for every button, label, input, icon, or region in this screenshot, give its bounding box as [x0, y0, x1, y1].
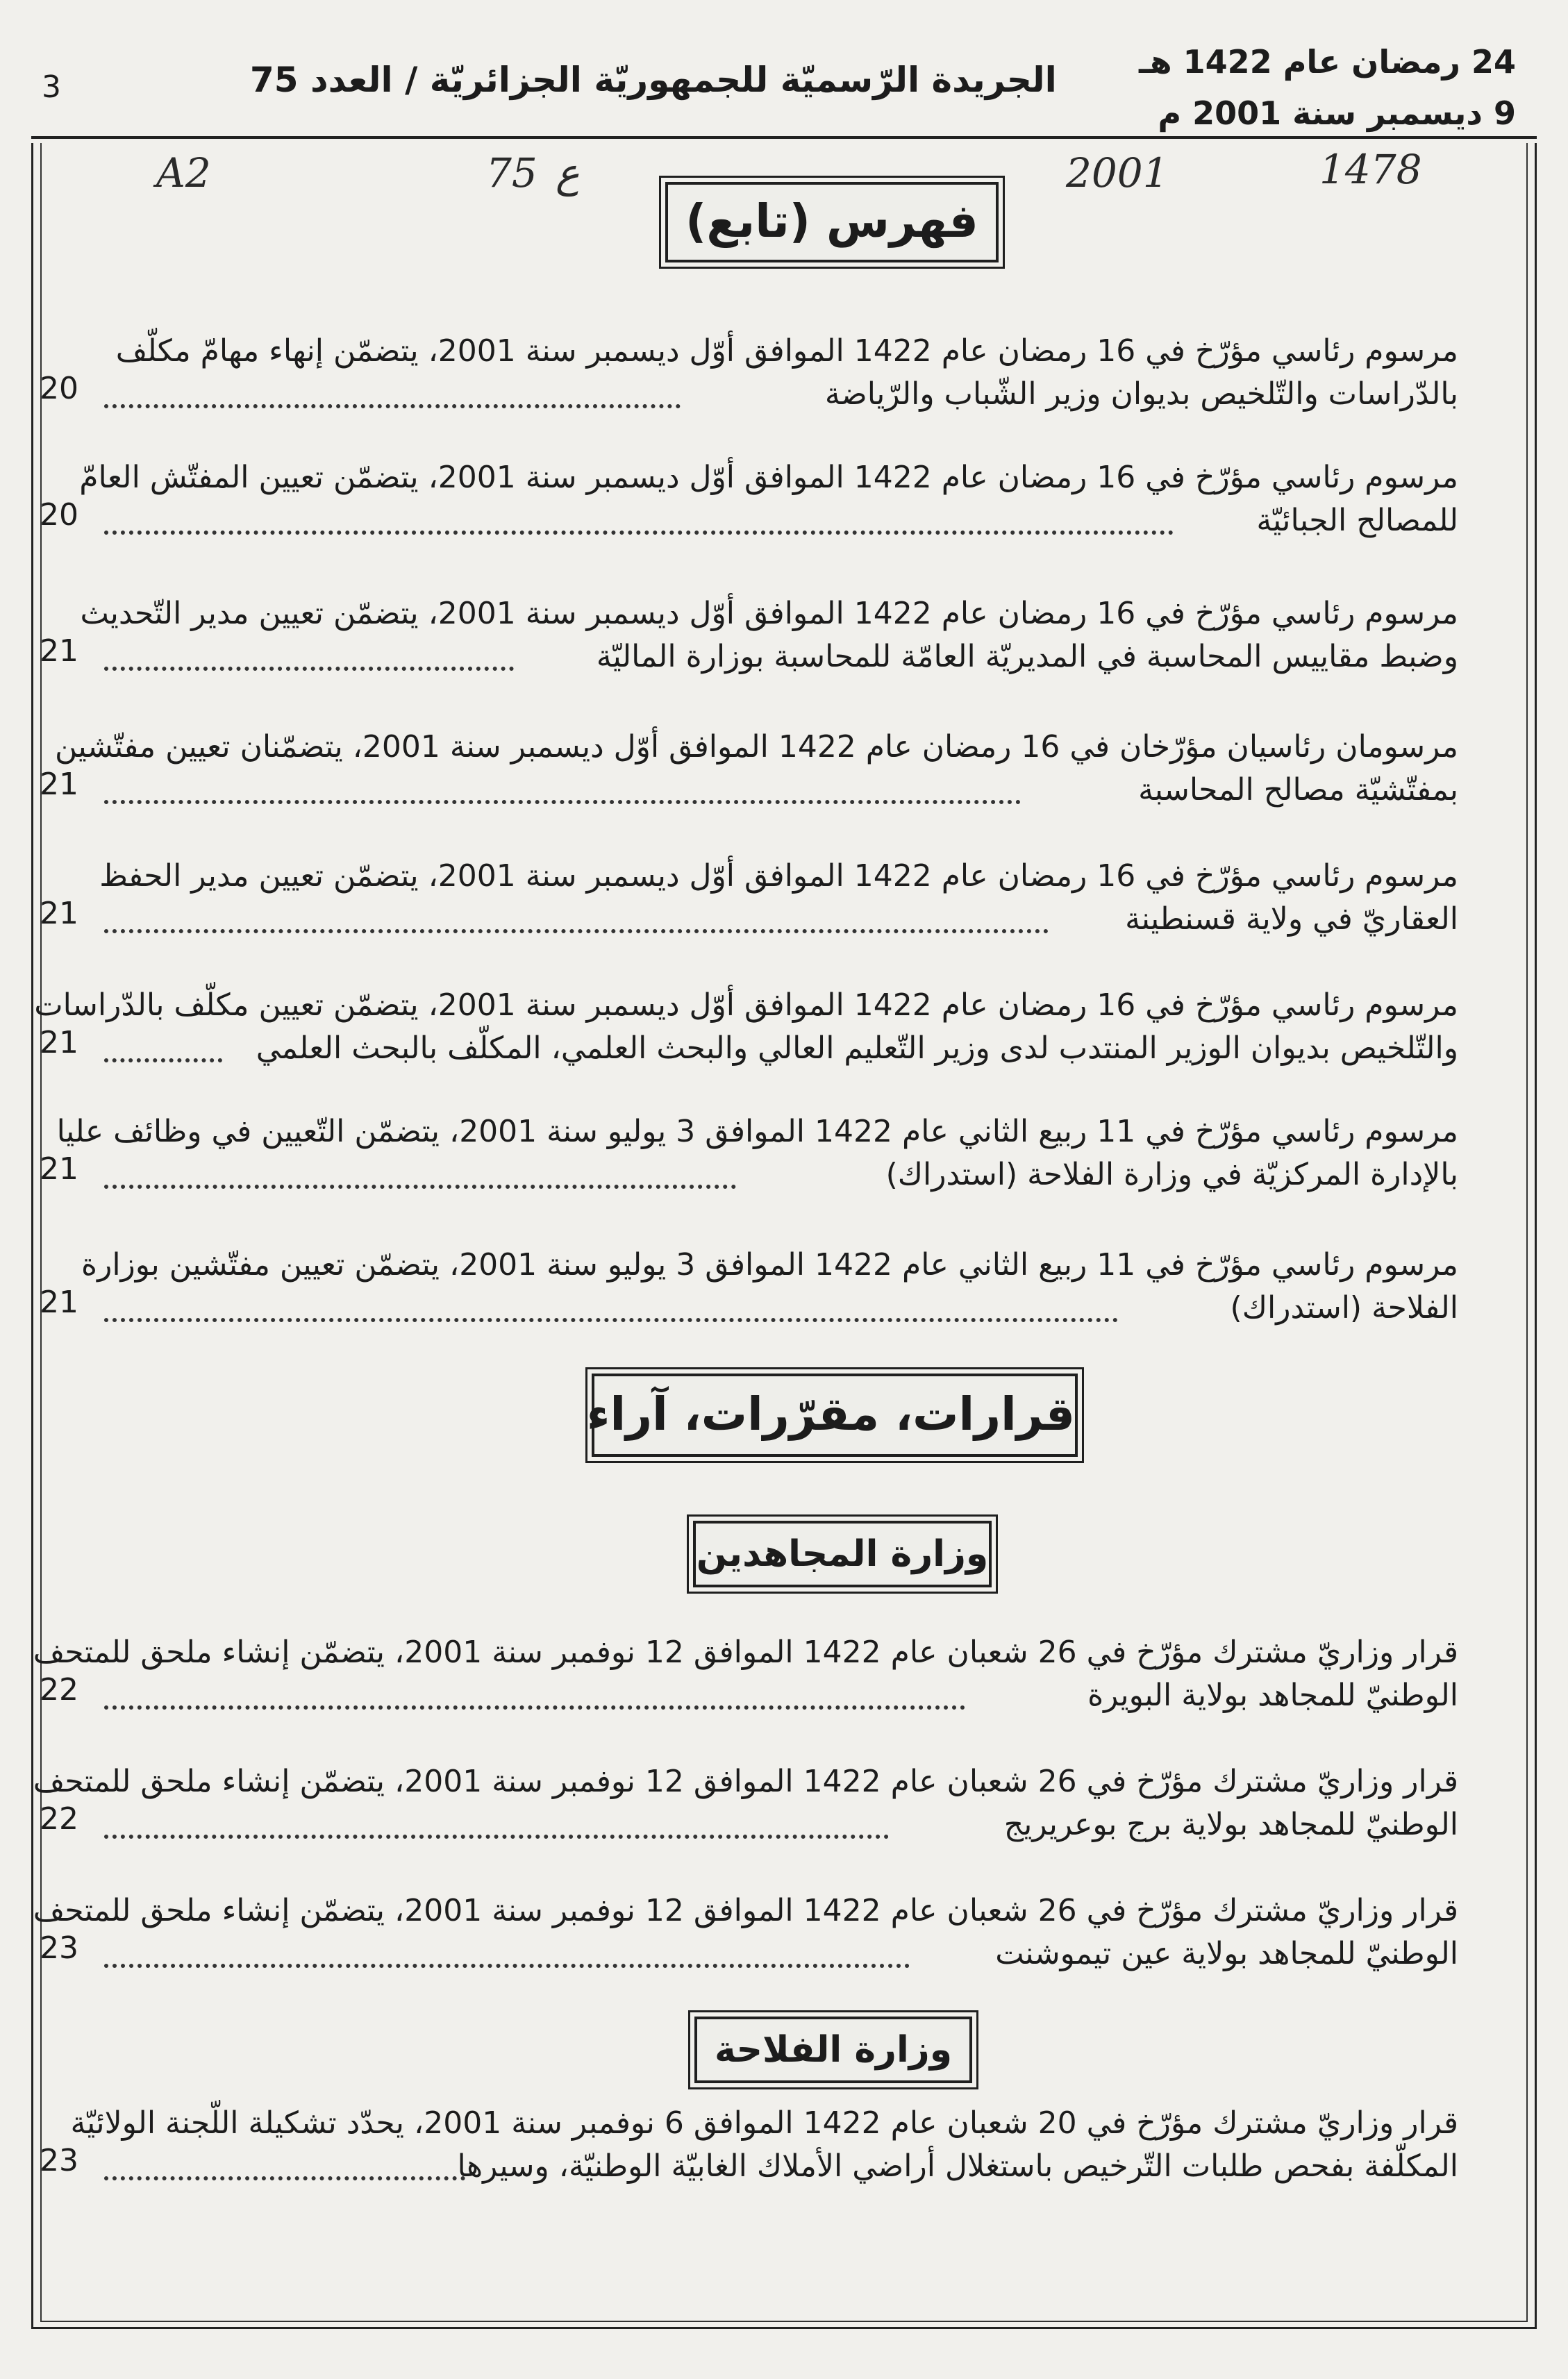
dot-leader	[104, 1935, 910, 1968]
entry-line-1: مرسوم رئاسي مؤرّخ في 16 رمضان عام 1422 الموافق أوّل ديسمبر سنة 2001، يتضمّن تعيين مدير التّحديث	[80, 596, 1458, 631]
entry-line-2: الوطنيّ للمجاهد بولاية برج بوعريريج	[1003, 1807, 1458, 1842]
dot-leader	[104, 1805, 889, 1839]
entry-line-1: مرسوم رئاسي مؤرّخ في 16 رمضان عام 1422 الموافق أوّل ديسمبر سنة 2001، يتضمّن تعيين مكلّف بالدّراسات	[34, 987, 1458, 1023]
dot-leader	[104, 771, 1021, 804]
entry-line-1: قرار وزاريّ مشترك مؤرّخ في 26 شعبان عام 1422 الموافق 12 نوفمبر سنة 2001، يتضمّن إنشاء ملحق للمتحف	[33, 1764, 1458, 1799]
entry-line-1: مرسوم رئاسي مؤرّخ في 16 رمضان عام 1422 الموافق أوّل ديسمبر سنة 2001، يتضمّن تعيين مدير الحفظ	[99, 858, 1458, 894]
entry-line-2: والتّلخيص بديوان الوزير المنتدب لدى وزير التّعليم العالي والبحث العلمي، المكلّف بالبحث العلمي	[256, 1030, 1458, 1066]
dot-leader	[104, 1289, 1118, 1322]
page-header	[0, 0, 1568, 139]
dot-leader	[104, 501, 1174, 535]
header-rule	[31, 136, 1537, 139]
handwritten-mark-year: 2001	[1066, 149, 1169, 197]
issue-dates	[1139, 36, 1516, 139]
handwritten-mark-number: 1478	[1319, 146, 1422, 193]
entry-line-1: مرسوم رئاسي مؤرّخ في 16 رمضان عام 1422 الموافق أوّل ديسمبر سنة 2001، يتضمّن تعيين المفتّش العامّ	[79, 460, 1458, 495]
dot-leader	[104, 1029, 222, 1062]
entry-page: 22	[40, 1801, 78, 1837]
entry-page: 23	[40, 1930, 78, 1966]
entry-page: 21	[40, 1285, 78, 1320]
entry-line-1: مرسوم رئاسي مؤرّخ في 11 ربيع الثاني عام 1422 الموافق 3 يوليو سنة 2001، يتضمّن التّعيين في وظائف عليا	[56, 1114, 1458, 1149]
entry-page: 21	[40, 767, 78, 802]
entry-line-2: الوطنيّ للمجاهد بولاية البويرة	[1087, 1678, 1458, 1713]
entry-line-1: مرسوم رئاسي مؤرّخ في 16 رمضان عام 1422 الموافق أوّل ديسمبر سنة 2001، يتضمّن إنهاء مهامّ مكلّف	[115, 333, 1458, 369]
dot-leader	[104, 1155, 736, 1189]
handwritten-mark-75: 75	[486, 149, 537, 197]
entry-line-2: المكلّفة بفحص طلبات التّرخيص باستغلال أراضي الأملاك الغابيّة الوطنيّة، وسيرها	[457, 2148, 1458, 2184]
journal-title: الجريدة الرّسميّة للجمهوريّة الجزائريّة / العدد 75	[250, 60, 1057, 100]
dot-leader	[104, 1676, 965, 1710]
entry-line-1: قرار وزاريّ مشترك مؤرّخ في 26 شعبان عام 1422 الموافق 12 نوفمبر سنة 2001، يتضمّن إنشاء ملحق للمتحف	[33, 1635, 1458, 1670]
handwritten-mark-ain: ع	[556, 149, 580, 197]
entry-line-1: قرار وزاريّ مشترك مؤرّخ في 20 شعبان عام 1422 الموافق 6 نوفمبر سنة 2001، يحدّد تشكيلة اللّجنة الولائيّة	[70, 2105, 1458, 2141]
entry-line-1: مرسوم رئاسي مؤرّخ في 11 ربيع الثاني عام 1422 الموافق 3 يوليو سنة 2001، يتضمّن تعيين مفتّشين بوزارة	[81, 1247, 1458, 1283]
entry-line-2: للمصالح الجبائيّة	[1256, 503, 1458, 538]
entry-line-1: قرار وزاريّ مشترك مؤرّخ في 26 شعبان عام 1422 الموافق 12 نوفمبر سنة 2001، يتضمّن إنشاء ملحق للمتحف	[33, 1893, 1458, 1928]
page-number: 3	[42, 69, 61, 105]
entry-page: 22	[40, 1672, 78, 1708]
dot-leader	[104, 637, 514, 671]
dot-leader	[104, 2147, 465, 2180]
ministry-agriculture-title: وزارة الفلاحة	[694, 2017, 972, 2083]
entry-line-2: بمفتّشيّة مصالح المحاسبة	[1138, 772, 1458, 808]
entry-line-2: العقاريّ في ولاية قسنطينة	[1125, 901, 1458, 937]
dot-leader	[104, 900, 1049, 933]
gregorian-date: 9 ديسمبر سنة 2001 م	[1158, 94, 1516, 132]
hijri-date: 24 رمضان عام 1422 هـ	[1139, 43, 1516, 81]
decisions-title: قرارات، مقرّرات، آراء	[592, 1374, 1078, 1457]
entry-page: 20	[40, 497, 78, 533]
entry-page: 21	[40, 1151, 78, 1187]
entry-line-2: بالإدارة المركزيّة في وزارة الفلاحة (استدراك)	[885, 1157, 1458, 1192]
handwritten-mark-a2: A2	[156, 149, 211, 197]
entry-line-2: وضبط مقاييس المحاسبة في المديريّة العامّة للمحاسبة بوزارة الماليّة	[596, 639, 1458, 674]
dot-leader	[104, 375, 681, 408]
entry-page: 20	[40, 371, 78, 406]
entry-line-2: بالدّراسات والتّلخيص بديوان وزير الشّباب والرّياضة	[824, 376, 1458, 412]
entry-page: 21	[40, 896, 78, 931]
entry-page: 23	[40, 2143, 78, 2178]
toc-title: فهرس (تابع)	[665, 182, 999, 262]
entry-page: 21	[40, 633, 78, 669]
entry-page: 21	[40, 1025, 78, 1060]
entry-line-2: الوطنيّ للمجاهد بولاية عين تيموشنت	[995, 1936, 1458, 1971]
entry-line-2: الفلاحة (استدراك)	[1230, 1290, 1458, 1326]
ministry-mujahidin-title: وزارة المجاهدين	[693, 1521, 992, 1587]
entry-line-1: مرسومان رئاسيان مؤرّخان في 16 رمضان عام 1422 الموافق أوّل ديسمبر سنة 2001، يتضمّنان تعيين مفتّشين	[54, 729, 1458, 765]
